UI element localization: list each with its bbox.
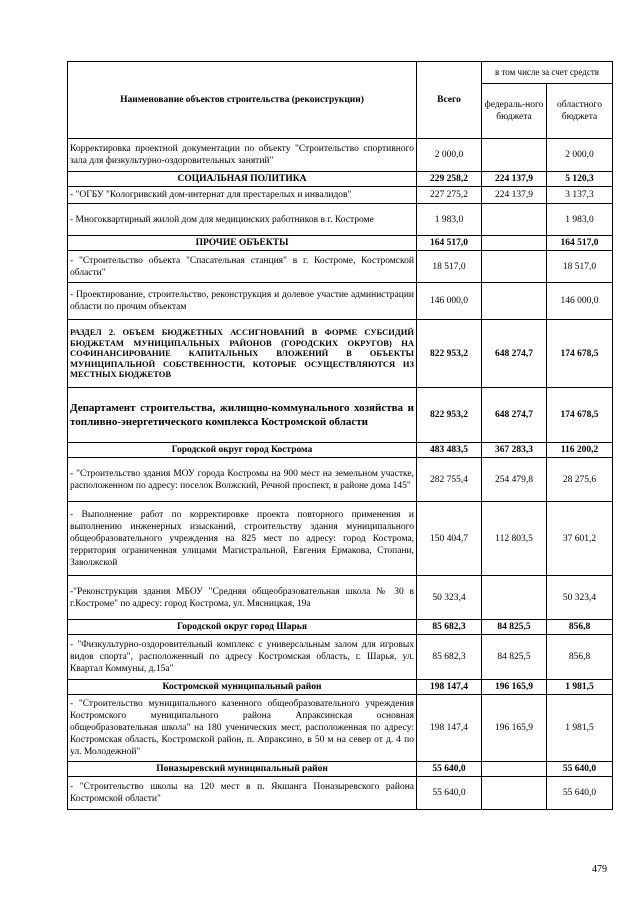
row-federal: 367 283,3 [482, 443, 547, 458]
row-federal [482, 236, 547, 251]
row-regional: 856,8 [547, 620, 613, 635]
row-total: 229 258,2 [417, 172, 482, 187]
row-total: 55 640,0 [417, 777, 482, 810]
table-row [68, 576, 613, 620]
row-regional: 5 120,3 [547, 172, 613, 187]
header-name: Наименование объектов строительства (реконструкции) [68, 62, 417, 139]
row-regional: 146 000,0 [547, 283, 613, 320]
row-name: Костромской муниципальный район [68, 680, 417, 695]
row-name: - "Строительство объекта "Спасательная станция" в г. Костроме, Костромской области" [68, 251, 417, 283]
table-row [68, 187, 613, 204]
row-federal [482, 251, 547, 283]
table-row-municipality [68, 443, 613, 458]
row-federal [482, 283, 547, 320]
row-regional: 50 323,4 [547, 576, 613, 620]
row-total: 85 682,3 [417, 635, 482, 680]
page-number: 479 [592, 864, 607, 875]
row-name: - Выполнение работ по корректировке проекта повторного применения и выполнению инженерных изысканий, строительству здания муниципального общеобразовательного учреждения на 825 мест по адресу: город Кострома, территория ограниченная улицами Магистральной, Евгения Ермакова, Стопани, Заволжской [68, 502, 417, 576]
row-federal: 224 137,9 [482, 172, 547, 187]
table-row-section [68, 172, 613, 187]
row-federal: 224 137,9 [482, 187, 547, 204]
row-federal [482, 576, 547, 620]
row-total: 55 640,0 [417, 762, 482, 777]
row-federal [482, 204, 547, 236]
row-name: Департамент строительства, жилищно-коммунального хозяйства и топливно-энергетического комплекса Костромской области [68, 388, 417, 443]
table-row [68, 283, 613, 320]
row-total: 1 983,0 [417, 204, 482, 236]
row-regional: 37 601,2 [547, 502, 613, 576]
row-federal: 84 825,5 [482, 635, 547, 680]
row-name: - "Строительство муниципального казенного общеобразовательного учреждения Костромского муниципального района Апраксинская основная общеобразовательная школа" на 180 ученических мест, расположенная по адресу: Костромская область, Костромской район, п. Апраксино, в 50 м на север от д. 4 по ул. Молодежной" [68, 695, 417, 762]
row-name: -"Реконструкция здания МБОУ "Средняя общеобразовательная школа № 30 в г.Костроме" по адресу: город Кострома, ул. Мясницкая, 19а [68, 576, 417, 620]
row-regional: 18 517,0 [547, 251, 613, 283]
row-name: - "Строительство школы на 120 мест в п. Якшанга Поназыревского района Костромской области" [68, 777, 417, 810]
row-regional: 1 983,0 [547, 204, 613, 236]
row-total: 227 275,2 [417, 187, 482, 204]
table-row-municipality [68, 680, 613, 695]
row-regional: 28 275,6 [547, 458, 613, 502]
row-total: 282 755,4 [417, 458, 482, 502]
table-header-row [68, 62, 613, 84]
row-federal: 84 825,5 [482, 620, 547, 635]
row-total: 150 404,7 [417, 502, 482, 576]
table-row [68, 251, 613, 283]
budget-table-page [67, 61, 612, 810]
row-regional: 1 981,5 [547, 695, 613, 762]
table-row [68, 204, 613, 236]
row-total: 822 953,2 [417, 388, 482, 443]
row-total: 146 000,0 [417, 283, 482, 320]
row-total: 198 147,4 [417, 695, 482, 762]
table-row [68, 502, 613, 576]
row-name: Поназыревский муниципальный район [68, 762, 417, 777]
table-row-section [68, 236, 613, 251]
row-total: 18 517,0 [417, 251, 482, 283]
row-name: - "ОГБУ "Кологривский дом-интернат для престарелых и инвалидов" [68, 187, 417, 204]
row-regional: 174 678,5 [547, 320, 613, 388]
row-federal: 254 479,8 [482, 458, 547, 502]
row-federal: 648 274,7 [482, 388, 547, 443]
table-row [68, 458, 613, 502]
construction-objects-table [67, 61, 613, 810]
row-total: 822 953,2 [417, 320, 482, 388]
row-name: Корректировка проектной документации по объекту "Строительство спортивного зала для физкультурно-оздоровительных занятий" [68, 139, 417, 172]
row-regional: 3 137,3 [547, 187, 613, 204]
header-group: в том числе за счет средств [482, 62, 613, 84]
row-federal: 112 803,5 [482, 502, 547, 576]
row-regional: 55 640,0 [547, 777, 613, 810]
row-federal: 196 165,9 [482, 680, 547, 695]
row-total: 2 000,0 [417, 139, 482, 172]
row-name: РАЗДЕЛ 2. ОБЪЕМ БЮДЖЕТНЫХ АССИГНОВАНИЙ В ФОРМЕ СУБСИДИЙ БЮДЖЕТАМ МУНИЦИПАЛЬНЫХ РАЙОНОВ (ГОРОДСКИХ ОКРУГОВ) НА СОФИНАНСИРОВАНИЕ КАПИТАЛЬНЫХ ВЛОЖЕНИЙ В ОБЪЕКТЫ МУНИЦИПАЛЬНОЙ СОБСТВЕННОСТИ, КОТОРЫЕ ОСУЩЕСТВЛЯЮТСЯ ИЗ МЕСТНЫХ БЮДЖЕТОВ [68, 320, 417, 388]
table-row [68, 777, 613, 810]
row-name: ПРОЧИЕ ОБЪЕКТЫ [68, 236, 417, 251]
row-name: Городской округ город Шарья [68, 620, 417, 635]
row-total: 483 483,5 [417, 443, 482, 458]
header-federal: федераль-ного бюджета [482, 84, 547, 139]
row-regional: 116 200,2 [547, 443, 613, 458]
row-regional: 174 678,5 [547, 388, 613, 443]
row-federal [482, 777, 547, 810]
row-name: - Проектирование, строительство, реконструкция и долевое участие администрации области по прочим объектам [68, 283, 417, 320]
row-name: - "Физкультурно-оздоровительный комплекс с универсальным залом для игровых видов спорта", расположенный по адресу Костромская область, г. Шарья, ул. Квартал Коммуны, д.15а" [68, 635, 417, 680]
row-federal [482, 139, 547, 172]
row-name: - Многоквартирный жилой дом для медицинских работников в г. Костроме [68, 204, 417, 236]
row-federal: 648 274,7 [482, 320, 547, 388]
table-row [68, 139, 613, 172]
row-regional: 1 981,5 [547, 680, 613, 695]
table-row-municipality [68, 620, 613, 635]
table-row [68, 635, 613, 680]
header-total: Всего [417, 62, 482, 139]
row-total: 198 147,4 [417, 680, 482, 695]
header-regional: областного бюджета [547, 84, 613, 139]
row-name: Городской округ город Кострома [68, 443, 417, 458]
table-row-department [68, 388, 613, 443]
row-federal [482, 762, 547, 777]
row-name: СОЦИАЛЬНАЯ ПОЛИТИКА [68, 172, 417, 187]
row-total: 50 323,4 [417, 576, 482, 620]
row-regional: 2 000,0 [547, 139, 613, 172]
row-regional: 55 640,0 [547, 762, 613, 777]
row-total: 85 682,3 [417, 620, 482, 635]
table-row-part-2 [68, 320, 613, 388]
row-federal: 196 165,9 [482, 695, 547, 762]
row-total: 164 517,0 [417, 236, 482, 251]
table-row-municipality [68, 762, 613, 777]
row-regional: 164 517,0 [547, 236, 613, 251]
table-row [68, 695, 613, 762]
row-name: - "Строительство здания МОУ города Костромы на 900 мест на земельном участке, расположенном по адресу: поселок Волжский, Речной проспект, в районе дома 145" [68, 458, 417, 502]
row-regional: 856,8 [547, 635, 613, 680]
